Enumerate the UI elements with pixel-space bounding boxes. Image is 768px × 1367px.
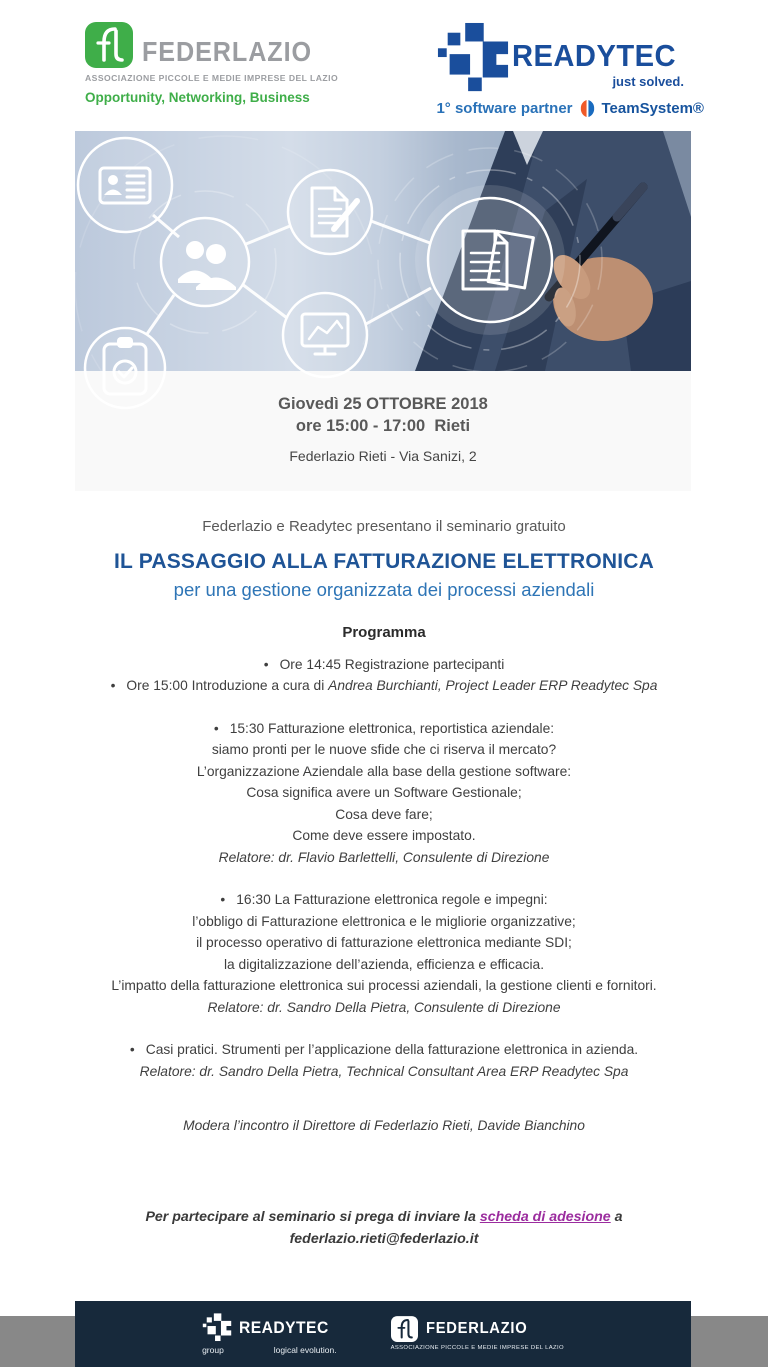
federlazio-logo-row [85, 22, 338, 68]
footer-federlazio-row [391, 1316, 564, 1342]
footer-readytec-row [202, 1313, 337, 1343]
federlazio-wordmark: FEDERLAZIO [142, 36, 313, 67]
footer-bar [75, 1301, 691, 1367]
page-title: IL PASSAGGIO ALLA FATTURAZIONE ELETTRONICA [113, 549, 654, 573]
teamsystem-wordmark: TeamSystem® [601, 100, 704, 117]
speaker-line: Relatore: dr. Sandro Della Pietra, Technical Consultant Area ERP Readytec Spa [139, 1063, 629, 1079]
footer-readytec-tagline: logical evolution. [273, 1344, 337, 1355]
footer-federlazio-logo [391, 1316, 564, 1351]
footer-readytec-logo [202, 1313, 337, 1355]
program-session-cases: • Casi pratici. Strumenti per l’applicazione della fatturazione elettronica in azienda. Relatore: dr. Sandro Della Pietra, Technical Consultant Area ERP Readytec Spa [0, 1039, 768, 1082]
speaker-line: Relatore: dr. Flavio Barlettelli, Consulente di Direzione [218, 849, 550, 865]
readytec-texts [512, 40, 687, 89]
intro-line: Federlazio e Readytec presentano il seminario gratuito [202, 517, 566, 535]
footer-readytec-group: group [202, 1344, 224, 1355]
speaker-name: Andrea Burchianti, Project Leader ERP Readytec Spa [328, 678, 658, 694]
moderator-line: Modera l’incontro il Direttore di Federlazio Rieti, Davide Bianchino [183, 1118, 585, 1134]
footer-federlazio-tagline: ASSOCIAZIONE PICCOLE E MEDIE IMPRESE DEL LAZIO [390, 1345, 564, 1352]
footer-federlazio-wordmark: FEDERLAZIO [425, 1320, 527, 1338]
readytec-pixel-icon [436, 22, 510, 96]
content [0, 518, 768, 1250]
hero-panel [75, 131, 691, 491]
readytec-logo [436, 22, 704, 118]
footer-readytec-sub [202, 1345, 337, 1355]
header [0, 0, 768, 118]
speaker-line: Relatore: dr. Sandro Della Pietra, Consulente di Direzione [207, 999, 561, 1015]
partner-prefix: 1° software partner [436, 100, 573, 117]
program-heading: Programma [342, 623, 426, 641]
program-session-1630: • 16:30 La Fatturazione elettronica regole e impegni: l’obbligo di Fatturazione elettronica e le migliorie organizzative; il processo operativo di fatturazione elettronica mediante SDI; la digitalizzazione dell’azienda, efficienza e efficacia. L’impatto della fatturazione elettronica sui processi aziendali, la gestione clienti e fornitori. Relatore: dr. Sandro Della Pietra, Consulente di Direzione [0, 889, 768, 1018]
event-time: ore 15:00 - 17:00 Rieti [295, 416, 471, 435]
scheda-adesione-link[interactable]: scheda di adesione [479, 1208, 611, 1225]
program-item-introduction: • Ore 15:00 Introduzione a cura di Andrea Burchianti, Project Leader ERP Readytec Spa [0, 675, 768, 697]
teamsystem-partner-line [436, 99, 704, 118]
federlazio-fl-icon-white [391, 1316, 418, 1342]
program-session-1530: • 15:30 Fatturazione elettronica, reportistica aziendale: siamo pronti per le nuove sfide che ci riserva il mercato? L’organizzazione Aziendale alla base della gestione software: Cosa significa avere un Software Gestionale; Cosa deve fare; Come deve essere impostato. Relatore: dr. Flavio Barlettelli, Consulente di Direzione [0, 718, 768, 869]
cta-line: Per partecipare al seminario si prega di inviare la scheda di adesione a [145, 1208, 623, 1225]
readytec-pixel-icon-white [202, 1313, 232, 1343]
cta-block [0, 1206, 768, 1250]
event-info [75, 371, 691, 491]
federlazio-tagline: ASSOCIAZIONE PICCOLE E MEDIE IMPRESE DEL LAZIO [85, 73, 339, 83]
cta-email: federlazio.rieti@federlazio.it [289, 1230, 479, 1247]
event-date: Giovedì 25 OTTOBRE 2018 [278, 395, 488, 413]
event-venue: Federlazio Rieti - Via Sanizi, 2 [289, 447, 477, 464]
teamsystem-icon [578, 99, 597, 118]
program-item-registration: • Ore 14:45 Registrazione partecipanti [0, 654, 768, 676]
page-subtitle: per una gestione organizzata dei processi aziendali [173, 578, 595, 600]
readytec-claim: just solved. [612, 73, 684, 89]
readytec-wordmark: READYTEC [512, 38, 677, 73]
footer-readytec-wordmark: READYTEC [239, 1317, 329, 1337]
federlazio-fl-icon [85, 22, 133, 68]
federlazio-motto: Opportunity, Networking, Business [85, 90, 310, 105]
federlazio-logo [85, 22, 338, 105]
program-list [0, 654, 768, 1137]
hero-image [75, 131, 691, 371]
readytec-logo-row [436, 22, 704, 96]
